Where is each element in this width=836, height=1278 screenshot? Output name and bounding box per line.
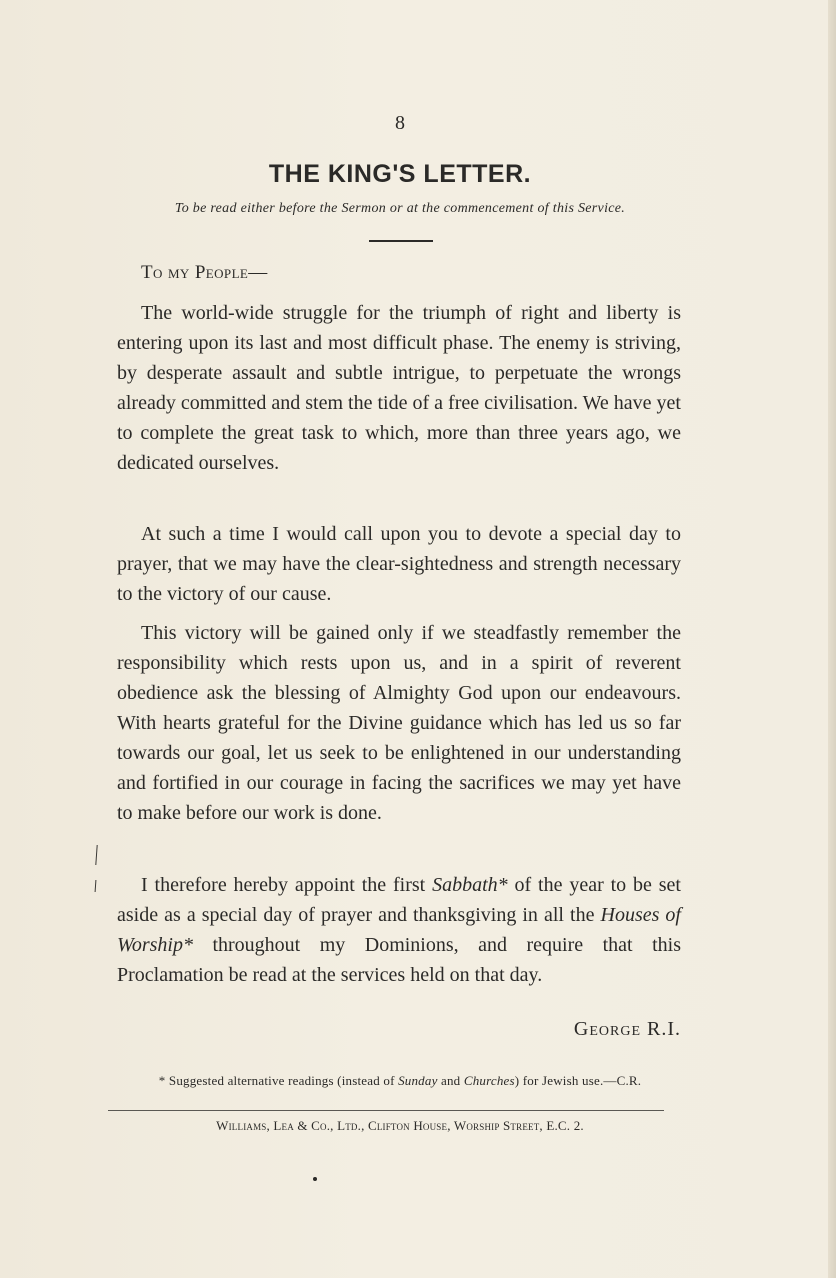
page-title: THE KING'S LETTER.	[268, 160, 532, 188]
subtitle: To be read either before the Sermon or at the commencement of this Service.	[174, 201, 626, 216]
footer-divider	[108, 1110, 664, 1111]
paragraph-4-text-e: throughout my Dominions, and require that this Proclamation be read at the services held on that day.	[117, 934, 681, 986]
footnote-churches: Churches	[463, 1073, 515, 1088]
printer-imprint: Williams, Lea & Co., Ltd., Clifton House, Worship Street, E.C. 2.	[216, 1118, 584, 1133]
houses-of-worship-term: Houses of Worship*	[117, 904, 681, 956]
signature: George R.I.	[573, 1018, 681, 1040]
paragraph-1: The world-wide struggle for the triumph of right and liberty is entering upon its last and most difficult phase. The enemy is striving, by desperate assault and subtle intrigue, to perpetuate the wrongs already committed and stem the tide of a free civilisation. We have yet to complete the great task to which, more than three years ago, we dedicated ourselves.	[117, 302, 681, 474]
footnote-text-c: and	[437, 1073, 464, 1088]
page-edge	[828, 0, 836, 1278]
paragraph-4	[117, 870, 681, 990]
margin-pencil-mark	[95, 845, 97, 865]
sabbath-term: Sabbath*	[432, 874, 508, 896]
salutation: To my People—	[141, 262, 268, 283]
paragraph-3: This victory will be gained only if we steadfastly remember the responsibility which rests upon us, and in a spirit of reverent obedience ask the blessing of Almighty God upon our endeavours. With hearts grateful for the Divine guidance which has led us so far towards our goal, let us seek to be enlightened in our understanding and fortified in our courage in facing the sacrifices we may yet have to make before our work is done.	[117, 622, 681, 824]
paragraph-4-text-a: I therefore hereby appoint the first	[141, 874, 433, 896]
title-divider	[369, 240, 433, 242]
paragraph-2: At such a time I would call upon you to devote a special day to prayer, that we may have the clear-sightedness and strength necessary to the victory of our cause.	[117, 523, 681, 605]
ink-dot	[313, 1177, 317, 1181]
footnote-text-e: ) for Jewish use.—C.R.	[514, 1073, 642, 1088]
footnote-text-a: * Suggested alternative readings (instead of	[158, 1073, 399, 1088]
footnote-sunday: Sunday	[398, 1073, 438, 1088]
paragraph-4-text-c: of the year to be set aside as a special day of prayer and thanksgiving in all the	[117, 874, 681, 926]
footnote	[0, 1073, 800, 1089]
page-number: 8	[395, 112, 405, 134]
margin-pencil-mark	[95, 880, 97, 892]
